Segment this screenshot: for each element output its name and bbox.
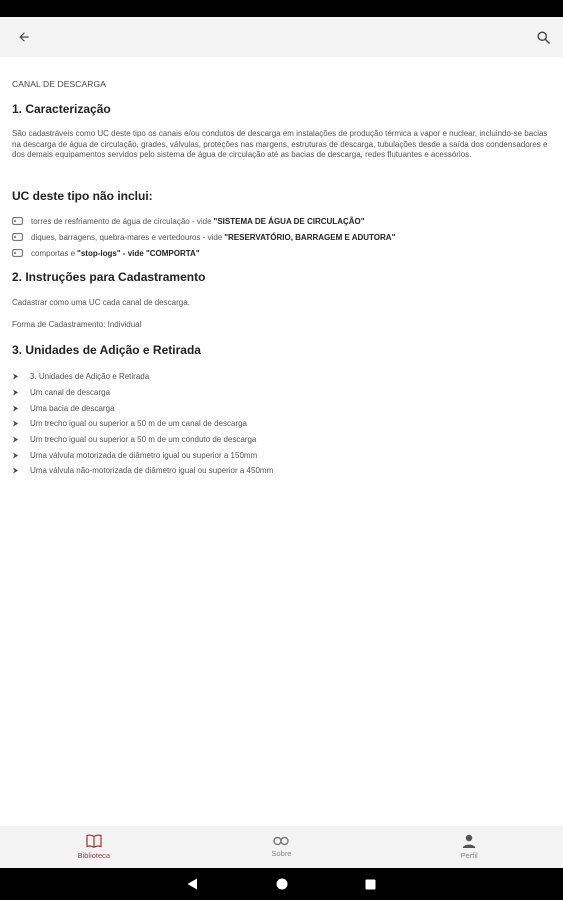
document-title: CANAL DE DESCARGA [12, 79, 106, 89]
chevron-right-icon [12, 389, 24, 396]
list-item [12, 213, 552, 229]
system-recents-button[interactable] [364, 877, 378, 891]
tag-icon [12, 249, 26, 257]
list-item [12, 400, 552, 416]
chevron-right-icon [12, 436, 24, 443]
link-icon [273, 836, 289, 846]
nav-item-sobre[interactable] [221, 836, 341, 858]
system-home-button[interactable] [275, 877, 289, 891]
tag-icon [12, 217, 26, 225]
additions-list [12, 369, 552, 479]
status-bar [0, 0, 563, 17]
arrow-left-icon [17, 30, 31, 44]
addition-text: Um trecho igual ou superior a 50 m de um canal de descarga [30, 419, 248, 429]
exclude-text: diques, barragens, quebra-mares e vertedouros - vide [31, 232, 223, 242]
document-content [0, 57, 563, 826]
addition-text: 3. Unidades de Adição e Retirada [30, 372, 150, 382]
search-button[interactable] [531, 25, 555, 49]
list-item [12, 385, 552, 401]
section-instrucoes-text: Cadastrar como uma UC cada canal de descarga. [12, 298, 190, 307]
circle-home-icon [276, 878, 288, 890]
chevron-right-icon [12, 452, 24, 459]
exclude-text: comportas e [31, 248, 76, 258]
book-icon [86, 834, 102, 848]
list-item [12, 416, 552, 432]
section-caracterizacao-text: São cadastráveis como UC deste tipo os canais e/ou condutos de descarga em instalações de produção térmica a vapor e nuclear, incluindo-se bacias na descarga de água de circulação, grades, válvulas, proteções nas margens, estruturas de descarga, tubulações desde a saída dos condensadores e dos demais equipamentos servidos pelo sistema de água de circulação até as bacias de descarga, redes flutuantes e acessórios. [12, 129, 548, 159]
chevron-right-icon [12, 373, 24, 380]
search-icon [536, 30, 551, 45]
list-item [12, 432, 552, 448]
tag-icon [12, 233, 26, 241]
exclude-ref: "stop-logs" - vide "COMPORTA" [77, 248, 200, 258]
addition-text: Uma bacia de descarga [30, 403, 115, 413]
nav-label: Perfil [460, 851, 478, 860]
addition-text: Um canal de descarga [30, 388, 111, 398]
registration-form-text: Forma de Cadastramento: Individual [12, 320, 142, 329]
triangle-back-icon [187, 878, 198, 890]
section-heading-caracterizacao: 1. Caracterização [12, 102, 111, 116]
chevron-right-icon [12, 405, 24, 412]
nav-item-biblioteca[interactable] [34, 834, 154, 860]
addition-text: Uma válvula motorizada de diâmetro igual ou superior a 150mm [30, 450, 258, 460]
back-button[interactable] [12, 25, 36, 49]
section-heading-instrucoes: 2. Instruções para Cadastramento [12, 270, 206, 284]
bottom-navigation [0, 826, 563, 868]
chevron-right-icon [12, 420, 24, 427]
section-heading-unidades: 3. Unidades de Adição e Retirada [12, 343, 201, 357]
excludes-list [12, 213, 552, 261]
person-icon [462, 834, 476, 848]
chevron-right-icon [12, 467, 24, 474]
list-item [12, 369, 552, 385]
system-navigation-bar [0, 868, 563, 900]
addition-text: Uma válvula não-motorizada de diâmetro igual ou superior a 450mm [30, 466, 274, 476]
list-item [12, 447, 552, 463]
exclude-text: torres de resfriamento de água de circulação - vide [31, 216, 212, 226]
list-item [12, 229, 552, 245]
list-item [12, 245, 552, 261]
list-item [12, 463, 552, 479]
exclude-ref: "RESERVATÓRIO, BARRAGEM E ADUTORA" [224, 232, 396, 242]
excludes-heading: UC deste tipo não inclui: [12, 189, 153, 203]
exclude-ref: "SISTEMA DE ÁGUA DE CIRCULAÇÃO" [213, 216, 365, 226]
addition-text: Um trecho igual ou superior a 50 m de um conduto de descarga [30, 435, 257, 445]
nav-label: Biblioteca [77, 851, 111, 860]
system-back-button[interactable] [186, 877, 200, 891]
square-recents-icon [365, 879, 376, 890]
app-bar [0, 17, 563, 57]
nav-item-perfil[interactable] [409, 834, 529, 860]
nav-label: Sobre [271, 849, 292, 858]
